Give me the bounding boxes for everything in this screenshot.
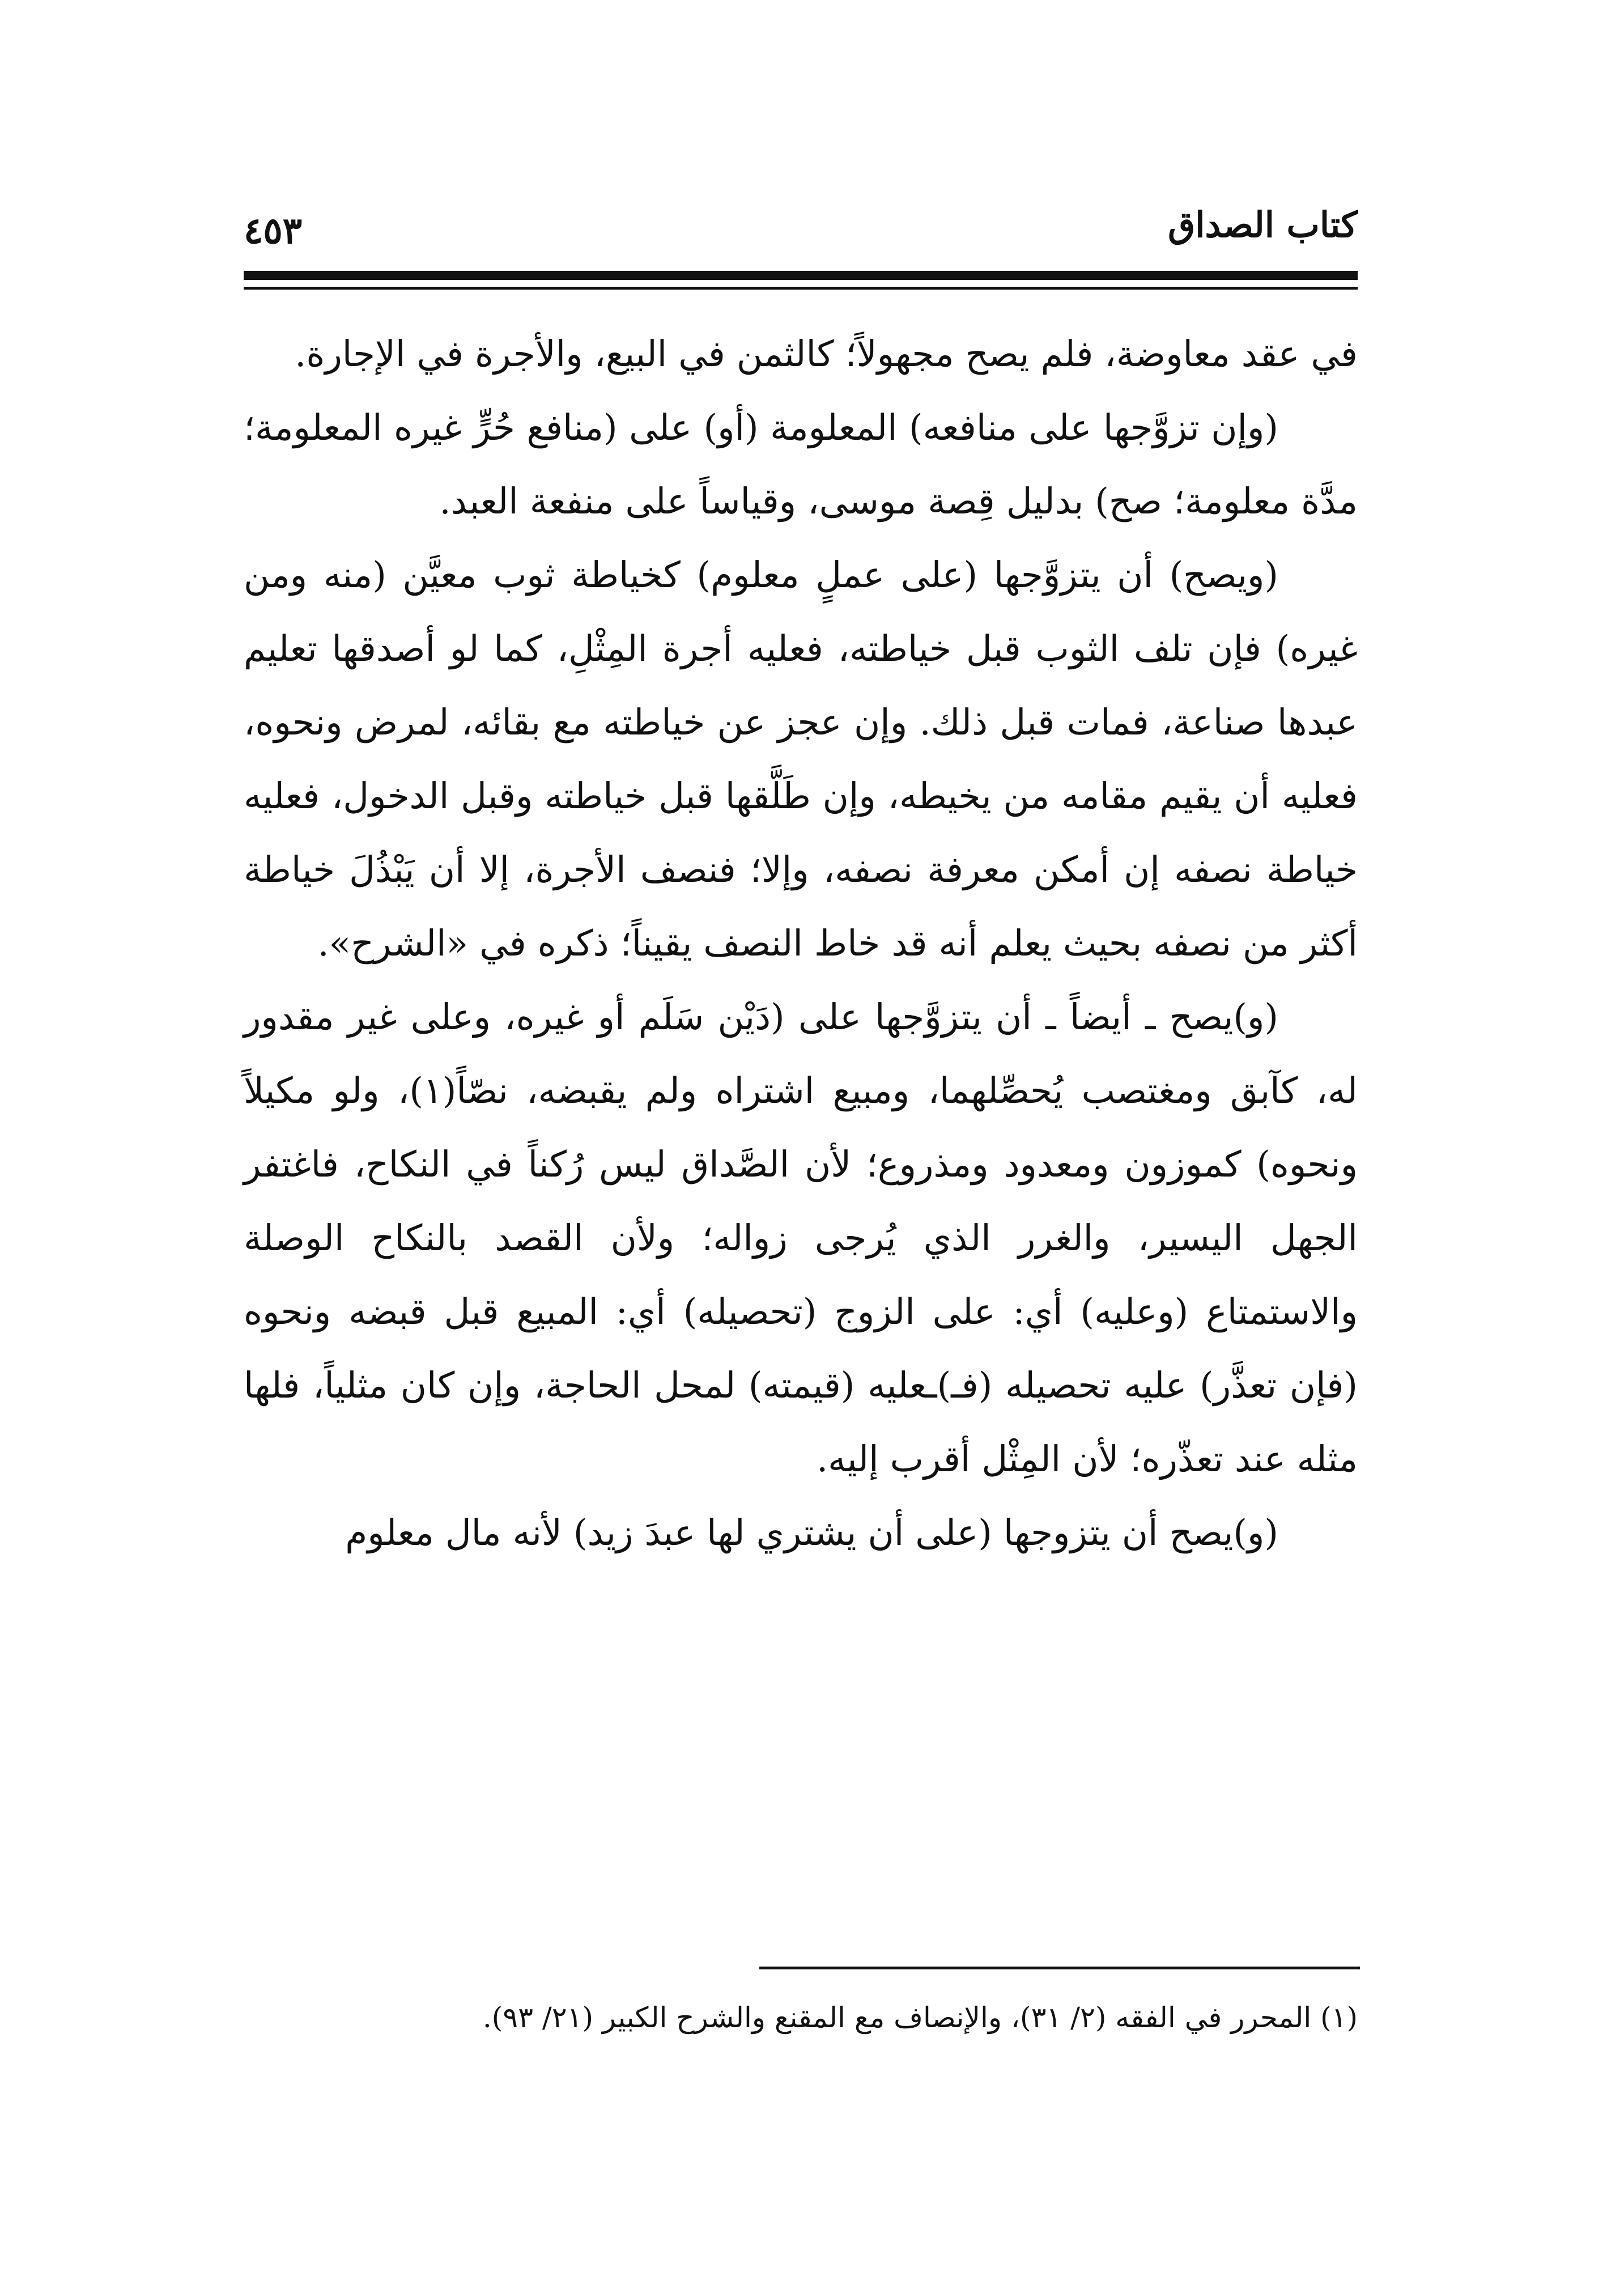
chapter-title: كتاب الصداق — [1168, 204, 1358, 245]
paragraph-4: (و)يصح ـ أيضاً ـ أن يتزوَّجها على (دَيْن سَلَم أو غيره، وعلى غير مقدور له، كآبق ومغتصب يُحصِّلهما، ومبيع اشتراه ولم يقبضه، نصّاً(١)، ولو مكيلاً ونحوه) كموزون ومعدود ومذروع؛ لأن الصَّداق ليس رُكناً في النكاح، فاغتفر الجهل اليسير، والغرر الذي يُرجى زواله؛ ولأن القصد بالنكاح الوصلة والاستمتاع (وعليه) أي: على الزوج (تحصيله) أي: المبيع قبل قبضه ونحوه (فإن تعذَّر) عليه تحصيله (فـ)ـعليه (قيمته) لمحل الحاجة، وإن كان مثلياً، فلها مثله عند تعذّره؛ لأن المِثْل أقرب إليه. — [244, 996, 1358, 1480]
footnote-separator — [759, 1967, 1360, 1969]
paragraph-3: (ويصح) أن يتزوَّجها (على عملٍ معلوم) كخياطة ثوب معيَّن (منه ومن غيره) فإن تلف الثوب قبل خياطته، فعليه أجرة المِثْلِ، كما لو أصدقها تعليم عبدها صناعة، فمات قبل ذلك. وإن عجز عن خياطته مع بقائه، لمرض ونحوه، فعليه أن يقيم مقامه من يخيطه، وإن طَلَّقها قبل خياطته وقبل الدخول، فعليه خياطة نصفه إن أمكن معرفة نصفه، وإلا؛ فنصف الأجرة، إلا أن يَبْذُلَ خياطة أكثر من نصفه بحيث يعلم أنه قد خاط النصف يقيناً؛ ذكره في «الشرح». — [244, 554, 1358, 964]
footnote: (١) المحرر في الفقه (٢/ ٣١)، والإنصاف مع المقنع والشرح الكبير (٢١/ ٩٣). — [482, 2001, 1358, 2034]
paragraph-2: (وإن تزوَّجها على منافعه) المعلومة (أو) على (منافع حُرٍّ غيره المعلومة؛ مدَّة معلومة؛ صح) بدليل قِصة موسى، وقياساً على منفعة العبد. — [244, 407, 1358, 522]
paragraph-5: (و)يصح أن يتزوجها (على أن يشتري لها عبدَ زيد) لأنه مال معلوم — [345, 1512, 1278, 1553]
page-number: ٤٥٣ — [244, 210, 303, 252]
header-rule-thin — [244, 287, 1358, 290]
paragraph-1: في عقد معاوضة، فلم يصح مجهولاً؛ كالثمن في البيع، والأجرة في الإجارة. — [295, 333, 1358, 375]
main-text — [244, 317, 1358, 1570]
header-rule-thick — [244, 271, 1358, 280]
page-header — [244, 204, 1358, 266]
